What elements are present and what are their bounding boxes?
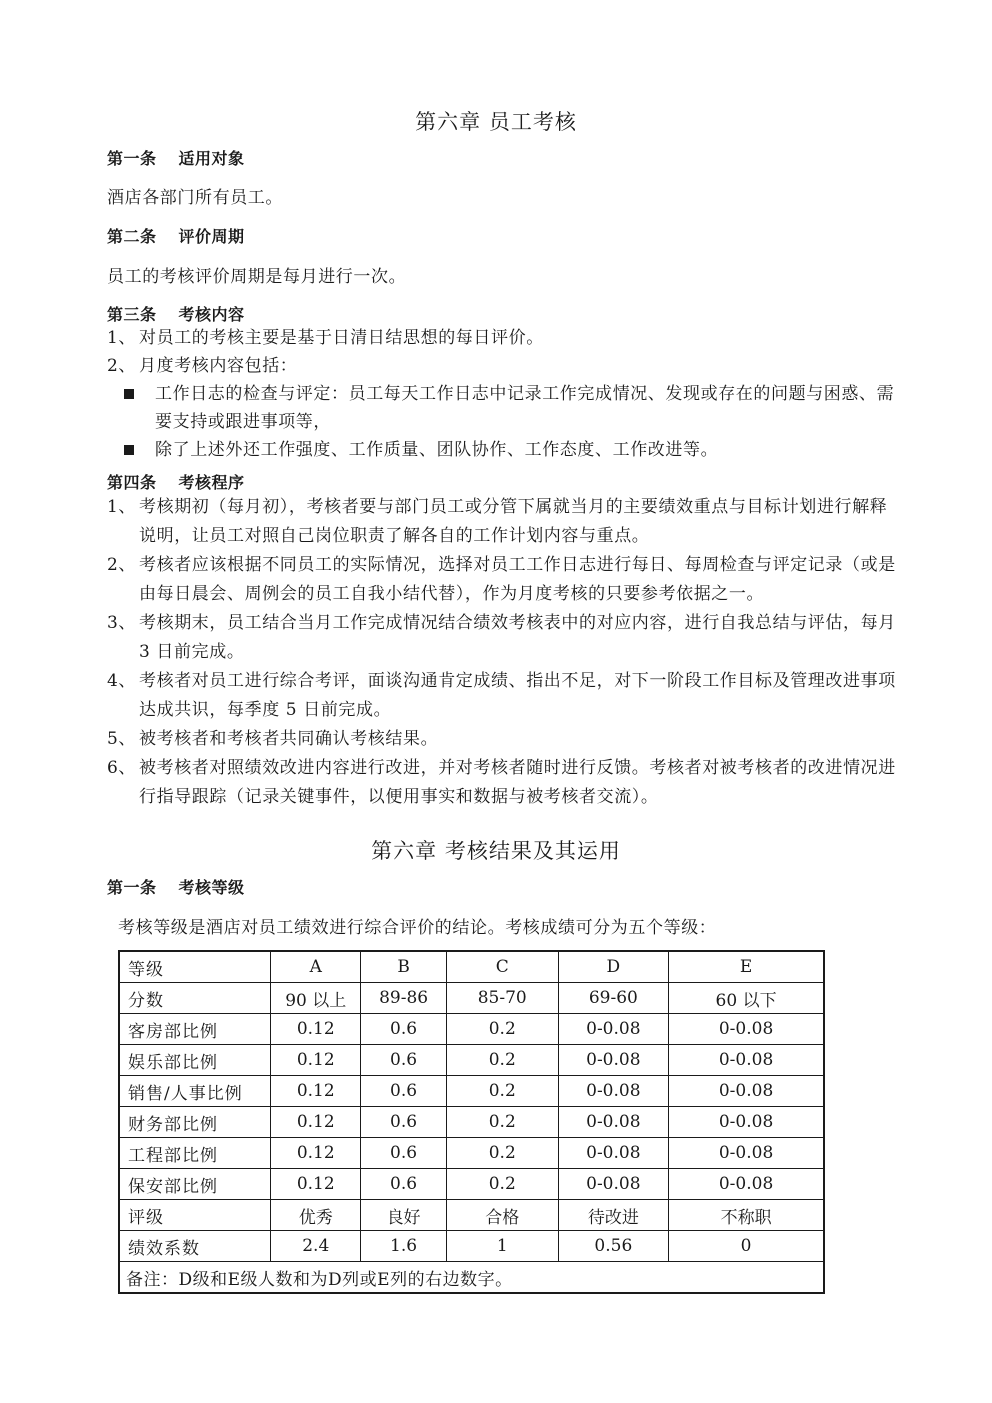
list-item — [107, 754, 902, 812]
item-text: 被考核者对照绩效改进内容进行改进，并对考核者随时进行反馈。考核者对被考核者的改进情况进行指导跟踪（记录关键事件，以便用事实和数据与被考核者交流）。 — [139, 758, 896, 807]
list-item — [107, 667, 902, 725]
article-label: 第一条 — [107, 878, 157, 897]
grade-table — [118, 950, 825, 1294]
table-cell: 0-0.08 — [669, 1107, 824, 1138]
table-cell: 0.2 — [446, 1045, 558, 1076]
table-cell: 0.12 — [271, 1138, 361, 1169]
article-label: 第三条 — [107, 305, 157, 324]
table-row — [119, 1076, 824, 1107]
table-cell: 0.12 — [271, 1014, 361, 1045]
table-cell: 0.2 — [446, 1014, 558, 1045]
results-article-1-heading — [107, 875, 245, 898]
article-title: 考核程序 — [178, 473, 245, 492]
row-label-cell: 绩效系数 — [119, 1231, 271, 1262]
table-cell: 0.12 — [271, 1107, 361, 1138]
table-cell: 0-0.08 — [558, 1138, 669, 1169]
table-row — [119, 1014, 824, 1045]
article-label: 第二条 — [107, 227, 157, 246]
header-cell: E — [669, 951, 824, 983]
table-cell: 60 以下 — [669, 983, 824, 1014]
list-item — [107, 324, 902, 352]
row-label-cell: 财务部比例 — [119, 1107, 271, 1138]
table-cell: 0.56 — [558, 1231, 669, 1262]
row-label-cell: 销售/人事比例 — [119, 1076, 271, 1107]
item-number: 2、 — [107, 356, 137, 376]
results-article-1-text: 考核等级是酒店对员工绩效进行综合评价的结论。考核成绩可分为五个等级： — [118, 918, 717, 938]
table-cell: 0.6 — [361, 1076, 447, 1107]
header-cell: D — [558, 951, 669, 983]
article-1-text: 酒店各部门所有员工。 — [107, 188, 283, 208]
table-cell: 0-0.08 — [669, 1045, 824, 1076]
square-bullet-icon — [124, 389, 134, 399]
table-cell: 0-0.08 — [669, 1014, 824, 1045]
item-number: 6、 — [107, 758, 137, 778]
header-cell: B — [361, 951, 447, 983]
table-cell: 0.2 — [446, 1107, 558, 1138]
table-cell: 0-0.08 — [669, 1076, 824, 1107]
table-cell: 69-60 — [558, 983, 669, 1014]
item-text: 考核者对员工进行综合考评，面谈沟通肯定成绩、指出不足，对下一阶段工作目标及管理改进事项达成共识，每季度 5 日前完成。 — [139, 671, 896, 720]
article-title: 考核内容 — [178, 305, 245, 324]
square-bullet-icon — [124, 445, 134, 455]
article-4-heading — [107, 470, 245, 493]
bullet-item — [107, 436, 902, 464]
article-title: 适用对象 — [178, 149, 245, 168]
table-cell: 0-0.08 — [558, 1045, 669, 1076]
list-item — [107, 609, 902, 667]
table-cell: 0.2 — [446, 1138, 558, 1169]
item-text: 对员工的考核主要是基于日清日结思想的每日评价。 — [139, 328, 544, 348]
table-cell: 0.2 — [446, 1076, 558, 1107]
chapter-title: 第六章 考核结果及其运用 — [371, 839, 621, 863]
item-text: 被考核者和考核者共同确认考核结果。 — [139, 729, 439, 749]
row-label-cell: 客房部比例 — [119, 1014, 271, 1045]
table-cell: 0.6 — [361, 1014, 447, 1045]
table-cell: 0.6 — [361, 1107, 447, 1138]
table-cell: 合格 — [446, 1200, 558, 1231]
table-cell: 0.6 — [361, 1138, 447, 1169]
item-text: 考核期初（每月初），考核者要与部门员工或分管下属就当月的主要绩效重点与目标计划进行解释说明，让员工对照自己岗位职责了解各自的工作计划内容与重点。 — [139, 497, 888, 546]
table-cell: 0-0.08 — [558, 1169, 669, 1200]
list-item — [107, 493, 902, 551]
article-4-content — [107, 493, 902, 812]
bullet-item — [107, 380, 902, 436]
item-number: 5、 — [107, 729, 137, 749]
table-cell: 0.6 — [361, 1169, 447, 1200]
table-cell: 良好 — [361, 1200, 447, 1231]
table-cell: 0-0.08 — [558, 1076, 669, 1107]
item-text: 考核期末，员工结合当月工作完成情况结合绩效考核表中的对应内容，进行自我总结与评估，每月 3 日前完成。 — [139, 613, 896, 662]
table-cell: 0-0.08 — [669, 1169, 824, 1200]
table-cell: 2.4 — [271, 1231, 361, 1262]
table-cell: 89-86 — [361, 983, 447, 1014]
row-label-cell: 评级 — [119, 1200, 271, 1231]
table-cell: 1 — [446, 1231, 558, 1262]
table-cell: 优秀 — [271, 1200, 361, 1231]
item-text: 考核者应该根据不同员工的实际情况，选择对员工工作日志进行每日、每周检查与评定记录（或是由每日晨会、周例会的员工自我小结代替），作为月度考核的只要参考依据之一。 — [139, 555, 896, 604]
header-cell: A — [271, 951, 361, 983]
article-title: 评价周期 — [178, 227, 245, 246]
list-item — [107, 725, 902, 754]
table-row — [119, 983, 824, 1014]
table-cell: 0.2 — [446, 1169, 558, 1200]
article-2-text: 员工的考核评价周期是每月进行一次。 — [107, 267, 407, 287]
header-cell: C — [446, 951, 558, 983]
row-label-cell: 保安部比例 — [119, 1169, 271, 1200]
article-label: 第一条 — [107, 149, 157, 168]
item-number: 2、 — [107, 555, 137, 575]
table-cell: 0.6 — [361, 1045, 447, 1076]
table-cell: 待改进 — [558, 1200, 669, 1231]
table-cell: 0 — [669, 1231, 824, 1262]
table-cell: 1.6 — [361, 1231, 447, 1262]
table-note: 备注：D级和E级人数和为D列或E列的右边数字。 — [119, 1262, 824, 1294]
table-cell: 0-0.08 — [669, 1138, 824, 1169]
table-row — [119, 1138, 824, 1169]
table-cell: 0.12 — [271, 1169, 361, 1200]
list-item — [107, 551, 902, 609]
article-3-content — [107, 324, 902, 464]
article-title: 考核等级 — [178, 878, 245, 897]
article-1-heading — [107, 146, 245, 169]
bullet-text: 除了上述外还工作强度、工作质量、团队协作、工作态度、工作改进等。 — [155, 440, 719, 460]
row-label-cell: 分数 — [119, 983, 271, 1014]
table-cell: 85-70 — [446, 983, 558, 1014]
article-3-heading — [107, 302, 245, 325]
table-cell: 90 以上 — [271, 983, 361, 1014]
chapter-title: 第六章 员工考核 — [415, 110, 577, 134]
table-cell: 0.12 — [271, 1076, 361, 1107]
table-row — [119, 1231, 824, 1262]
table-note-row — [119, 1262, 824, 1294]
row-label-cell: 娱乐部比例 — [119, 1045, 271, 1076]
table-cell: 0-0.08 — [558, 1014, 669, 1045]
table-cell: 不称职 — [669, 1200, 824, 1231]
bullet-text: 工作日志的检查与评定：员工每天工作日志中记录工作完成情况、发现或存在的问题与困惑、需要支持或跟进事项等， — [155, 384, 895, 432]
table-row — [119, 1169, 824, 1200]
row-label-cell: 工程部比例 — [119, 1138, 271, 1169]
item-number: 1、 — [107, 497, 137, 517]
table-header-row — [119, 951, 824, 983]
item-number: 3、 — [107, 613, 137, 633]
table-row — [119, 1107, 824, 1138]
article-2-heading — [107, 224, 245, 247]
item-text: 月度考核内容包括： — [139, 356, 298, 376]
table-cell: 0.12 — [271, 1045, 361, 1076]
header-cell: 等级 — [119, 951, 271, 983]
table-row — [119, 1200, 824, 1231]
item-number: 4、 — [107, 671, 137, 691]
article-label: 第四条 — [107, 473, 157, 492]
table-cell: 0-0.08 — [558, 1107, 669, 1138]
list-item — [107, 352, 902, 380]
item-number: 1、 — [107, 328, 137, 348]
table-row — [119, 1045, 824, 1076]
